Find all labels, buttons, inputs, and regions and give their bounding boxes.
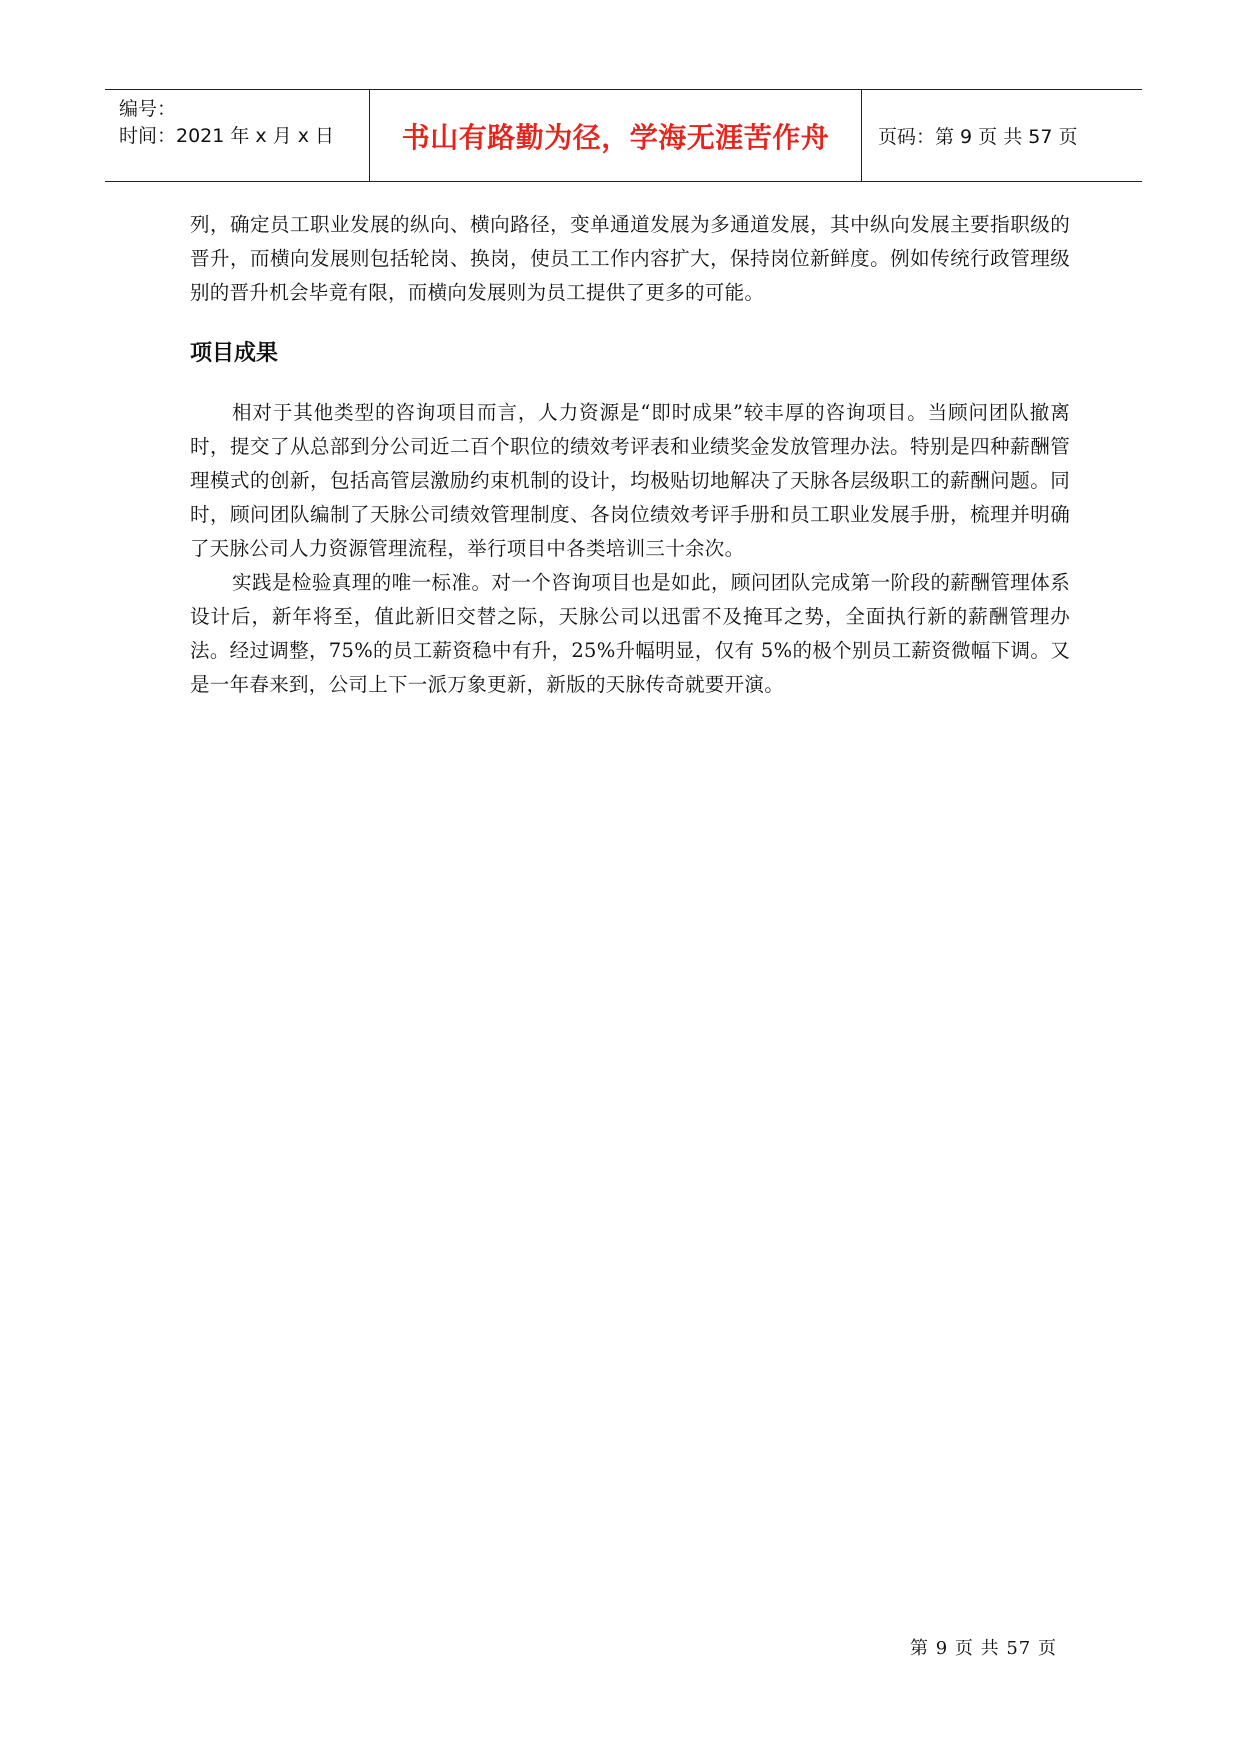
- header-motto: 书山有路勤为径，学海无涯苦作舟: [401, 120, 830, 154]
- header-page-number: 页码：第 9 页 共 57 页: [878, 126, 1078, 148]
- document-number-label: 编号：: [119, 98, 177, 120]
- paragraph-practice: 实践是检验真理的唯一标准。对一个咨询项目也是如此，顾问团队完成第一阶段的薪酬管理体系设计后，新年将至，值此新旧交替之际，天脉公司以迅雷不及掩耳之势，全面执行新的薪酬管理办法。经过调整，75%的员工薪资稳中有升，25%升幅明显，仅有 5%的极个别员工薪资微幅下调。又是一年春来到，公司上下一派万象更新，新版的天脉传奇就要开演。: [190, 571, 1070, 696]
- paragraph-results: 相对于其他类型的咨询项目而言，人力资源是“即时成果”较丰厚的咨询项目。当顾问团队撤离时，提交了从总部到分公司近二百个职位的绩效考评表和业绩奖金发放管理办法。特别是四种薪酬管理模式的创新，包括高管层激励约束机制的设计，均极贴切地解决了天脉各层级职工的薪酬问题。同时，顾问团队编制了天脉公司绩效管理制度、各岗位绩效考评手册和员工职业发展手册，梳理并明确了天脉公司人力资源管理流程，举行项目中各类培训三十余次。: [190, 401, 1070, 560]
- section-heading: 项目成果: [190, 341, 279, 366]
- header-motto-cell: [370, 90, 862, 181]
- page-header: [105, 89, 1142, 182]
- footer-page-number: 第 9 页 共 57 页: [910, 1638, 1057, 1659]
- document-date-label: 时间：2021 年 x 月 x 日: [119, 125, 335, 147]
- header-page-cell: [862, 90, 1142, 181]
- document-body: [190, 208, 1070, 702]
- header-meta: [105, 90, 370, 181]
- paragraph-continuation: 列，确定员工职业发展的纵向、横向路径，变单通道发展为多通道发展，其中纵向发展主要指职级的晋升，而横向发展则包括轮岗、换岗，使员工工作内容扩大，保持岗位新鲜度。例如传统行政管理级别的晋升机会毕竟有限，而横向发展则为员工提供了更多的可能。: [190, 213, 1070, 304]
